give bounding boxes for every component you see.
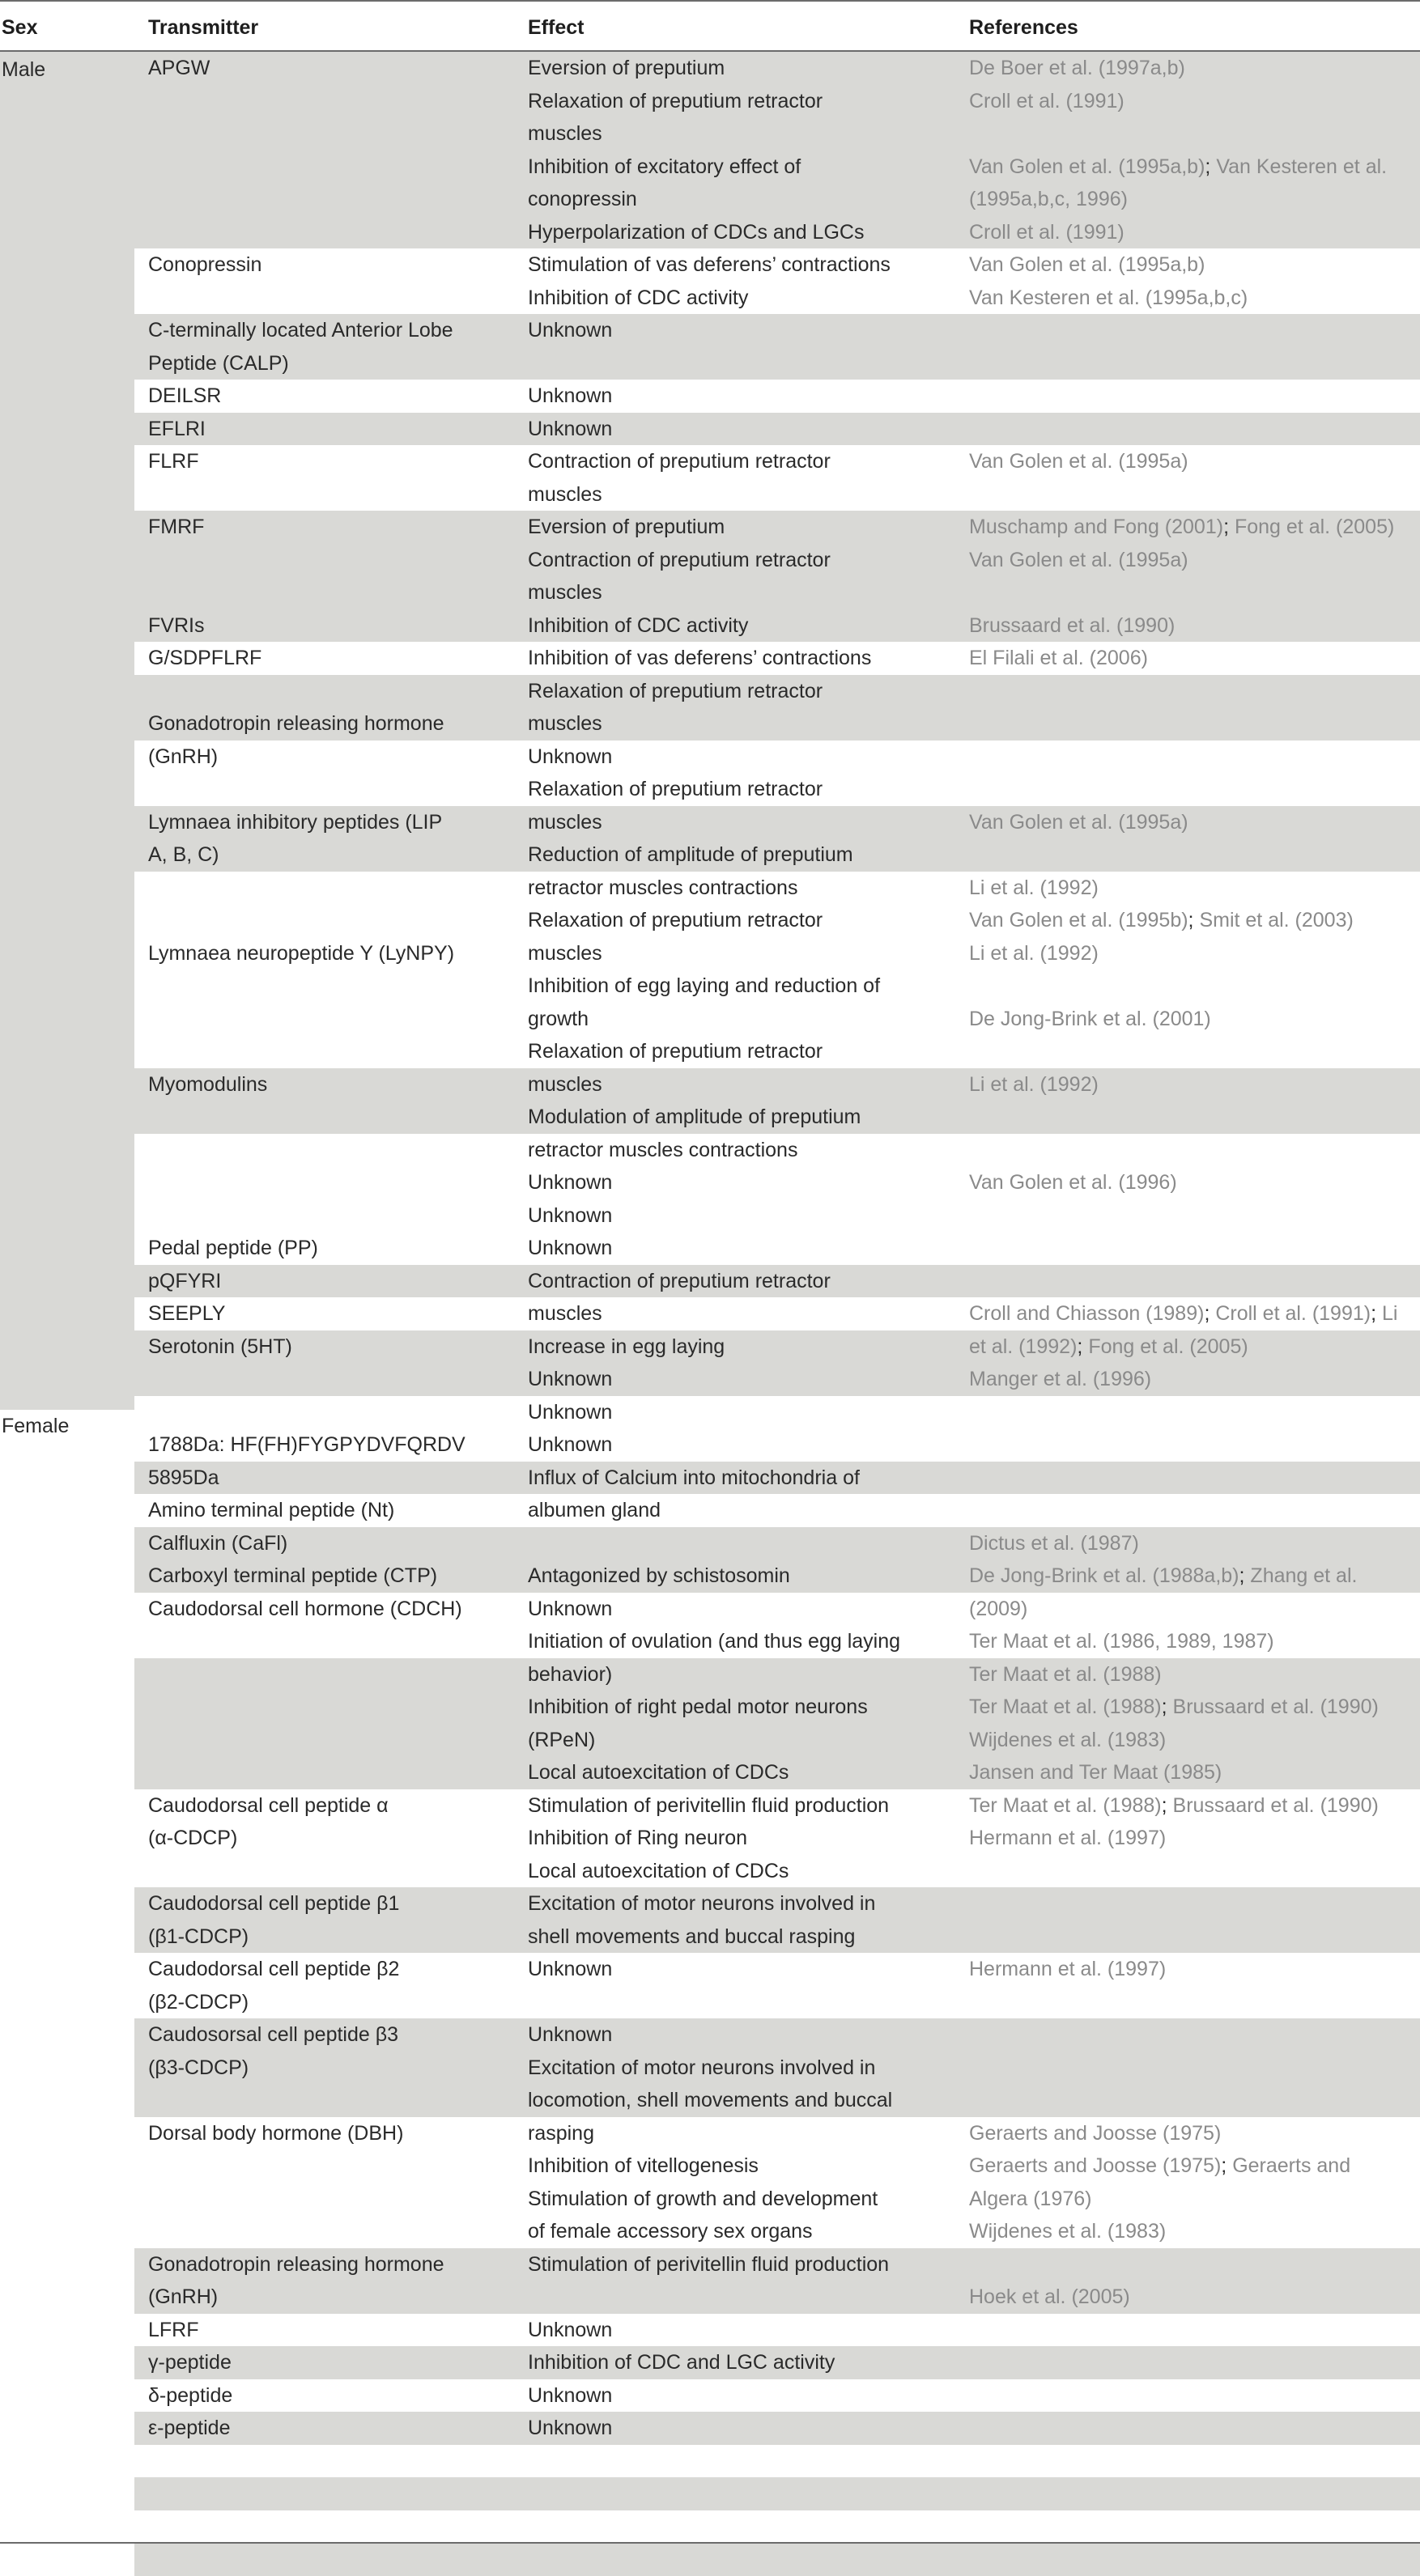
effect-cell: Stimulation of vas deferens’ contractions [528, 253, 891, 276]
transmitter-cell: A, B, C) [148, 843, 219, 866]
reference-citation: Van Kesteren et al. (1995a,b,c) [969, 286, 1248, 309]
reference-cell [969, 1560, 1357, 1592]
reference-citation: Geraerts and [1232, 2154, 1351, 2177]
transmitter-cell: Caudodorsal cell peptide α [148, 1793, 389, 1817]
effect-cell: albumen gland [528, 1499, 661, 1521]
transmitter-cell: Lymnaea inhibitory peptides (LIP [148, 810, 443, 834]
transmitter-cell: Dorsal body hormone (DBH) [148, 2121, 404, 2145]
reference-citation: Van Kesteren et al. [1216, 155, 1388, 178]
reference-citation: De Jong-Brink et al. (1988a,b) [969, 1564, 1239, 1587]
reference-citation: Muschamp and Fong (2001) [969, 516, 1224, 538]
transmitter-cell: Caudodorsal cell peptide β2 [148, 1958, 400, 1980]
effect-cell: Stimulation of perivitellin fluid production [528, 2252, 890, 2276]
transmitter-cell: DEILSR [148, 384, 222, 407]
transmitter-cell: ε-peptide [148, 2417, 231, 2439]
effect-cell: retractor muscles contractions [528, 876, 798, 899]
reference-citation: Hermann et al. (1997) [969, 1827, 1167, 1849]
effect-cell: muscles [528, 1072, 602, 1096]
effect-cell: locomotion, shell movements and buccal [528, 2089, 893, 2111]
effect-cell: Contraction of preputium retractor [528, 450, 831, 473]
effect-cell: Unknown [528, 384, 613, 407]
reference-separator: ; [1239, 1564, 1251, 1587]
reference-citation: Smit et al. (2003) [1199, 909, 1354, 932]
reference-citation: Ter Maat et al. (1986, 1989, 1987) [969, 1630, 1274, 1653]
reference-citation: Brussaard et al. (1990) [1172, 1695, 1379, 1718]
reference-cell [969, 183, 1128, 215]
sex-label-female: Female [2, 1415, 70, 1437]
header-transmitter: Transmitter [148, 16, 259, 39]
effect-cell: Inhibition of vas deferens’ contractions [528, 647, 872, 669]
table-row-band [134, 413, 1420, 446]
transmitter-cell: LFRF [148, 2318, 199, 2341]
effect-cell: Modulation of amplitude of preputium [528, 1106, 861, 1128]
reference-cell [969, 445, 1188, 477]
reference-citation: Van Golen et al. (1995a) [969, 810, 1188, 834]
reference-citation: Ter Maat et al. (1988) [969, 1695, 1162, 1718]
effect-cell: Inhibition of CDC and LGC activity [528, 2351, 835, 2374]
transmitter-cell: Peptide (CALP) [148, 351, 289, 375]
sex-group-male [0, 52, 134, 1410]
reference-cell [969, 1822, 1166, 1854]
effect-cell: Unknown [528, 1958, 613, 1980]
effect-cell: Excitation of motor neurons involved in [528, 2056, 876, 2079]
reference-separator: ; [1221, 2154, 1233, 2177]
reference-citation: Brussaard et al. (1990) [1172, 1793, 1379, 1817]
effect-cell: Inhibition of CDC activity [528, 613, 749, 637]
transmitter-cell: (GnRH) [148, 2285, 219, 2308]
reference-citation: De Jong-Brink et al. (2001) [969, 1007, 1211, 1030]
reference-citation: Van Golen et al. (1996) [969, 1171, 1177, 1194]
effect-cell: Unknown [528, 745, 613, 768]
reference-cell [969, 216, 1125, 248]
effect-cell: Unknown [528, 1203, 613, 1227]
transmitter-cell: Caudosorsal cell peptide β3 [148, 2023, 399, 2046]
reference-cell [969, 544, 1188, 576]
reference-separator: ; [1077, 1335, 1089, 1358]
table-row-band [134, 2477, 1420, 2510]
reference-cell [969, 904, 1354, 936]
transmitter-cell: C-terminally located Anterior Lobe [148, 319, 453, 342]
effect-cell: Relaxation of preputium retractor [528, 778, 823, 800]
reference-citation: Van Golen et al. (1995b) [969, 909, 1188, 932]
transmitter-cell: pQFYRI [148, 1269, 222, 1292]
reference-cell [969, 609, 1175, 642]
reference-cell [969, 1527, 1139, 1560]
effect-cell: Unknown [528, 1400, 613, 1424]
reference-citation: Croll et al. (1991) [969, 89, 1125, 112]
header-effect: Effect [528, 16, 585, 39]
reference-citation: Brussaard et al. (1990) [969, 613, 1176, 637]
reference-separator: ; [1205, 155, 1217, 178]
transmitter-cell: FMRF [148, 516, 205, 538]
transmitter-cell: Amino terminal peptide (Nt) [148, 1499, 395, 1521]
transmitter-cell: Gonadotropin releasing hormone [148, 2252, 444, 2276]
reference-citation: De Boer et al. (1997a,b) [969, 57, 1185, 79]
transmitter-cell: SEEPLY [148, 1302, 226, 1325]
reference-cell [969, 1003, 1211, 1035]
transmitter-cell: Calfluxin (CaFl) [148, 1531, 288, 1555]
transmitter-cell: APGW [148, 57, 210, 79]
effect-cell: Contraction of preputium retractor [528, 1269, 831, 1292]
table-row-band [134, 2314, 1420, 2347]
reference-citation: (2009) [969, 1597, 1028, 1620]
reference-cell [969, 85, 1125, 117]
effect-cell: Local autoexcitation of CDCs [528, 1859, 789, 1882]
table-header [0, 0, 1420, 52]
effect-cell: Relaxation of preputium retractor [528, 1040, 823, 1063]
reference-cell [969, 1625, 1274, 1657]
effect-cell: behavior) [528, 1662, 613, 1686]
effect-cell: Unknown [528, 1433, 613, 1456]
effect-cell: rasping [528, 2121, 594, 2145]
effect-cell: Influx of Calcium into mitochondria of [528, 1466, 860, 1489]
effect-cell: Reduction of amplitude of preputium [528, 843, 853, 866]
effect-cell: Stimulation of perivitellin fluid production [528, 1793, 890, 1817]
transmitter-cell: Caudodorsal cell hormone (CDCH) [148, 1597, 462, 1620]
effect-cell: Increase in egg laying [528, 1335, 725, 1358]
reference-citation: Zhang et al. [1250, 1564, 1358, 1587]
effect-cell: conopressin [528, 188, 637, 210]
effect-cell: muscles [528, 122, 602, 145]
effect-cell: Inhibition of right pedal motor neurons [528, 1695, 868, 1718]
reference-cell [969, 1953, 1166, 1985]
effect-cell: Eversion of preputium [528, 57, 725, 79]
effect-cell: Inhibition of egg laying and reduction of [528, 974, 881, 997]
reference-cell [969, 52, 1185, 84]
sex-label-male: Male [2, 58, 46, 81]
transmitter-cell: 5895Da [148, 1466, 219, 1489]
reference-cell [969, 642, 1148, 674]
reference-citation: Wijdenes et al. (1983) [969, 1728, 1167, 1751]
effect-cell: Unknown [528, 1368, 613, 1390]
reference-cell [969, 2281, 1130, 2313]
reference-separator: ; [1371, 1302, 1382, 1325]
transmitter-cell: (GnRH) [148, 745, 219, 768]
reference-citation: El Filali et al. (2006) [969, 647, 1148, 669]
effect-cell: Unknown [528, 417, 613, 440]
effect-cell: Unknown [528, 2383, 613, 2407]
effect-cell: Unknown [528, 1171, 613, 1194]
reference-citation: Fong et al. (2005) [1088, 1335, 1248, 1358]
transmitter-cell: (α-CDCP) [148, 1827, 238, 1849]
transmitter-cell: Gonadotropin releasing hormone [148, 712, 444, 735]
reference-separator: ; [1161, 1695, 1173, 1718]
effect-cell: muscles [528, 482, 602, 506]
transmitter-cell: FLRF [148, 450, 199, 473]
reference-citation: Manger et al. (1996) [969, 1368, 1152, 1390]
transmitter-cell: (β1-CDCP) [148, 1925, 249, 1948]
transmitter-cell: Myomodulins [148, 1072, 268, 1096]
reference-citation: Van Golen et al. (1995a,b) [969, 253, 1205, 276]
reference-citation: Algera (1976) [969, 2187, 1092, 2210]
effect-cell: muscles [528, 1302, 602, 1325]
reference-citation: Dictus et al. (1987) [969, 1531, 1139, 1555]
effect-cell: shell movements and buccal rasping [528, 1925, 856, 1948]
table-row-band [134, 2543, 1420, 2576]
effect-cell: Antagonized by schistosomin [528, 1564, 790, 1587]
reference-cell [969, 1068, 1099, 1101]
reference-citation: Hoek et al. (2005) [969, 2285, 1130, 2308]
reference-cell [969, 2183, 1091, 2215]
effect-cell: growth [528, 1007, 589, 1030]
table-bottom-rule [0, 2542, 1420, 2544]
reference-citation: Jansen and Ter Maat (1985) [969, 1761, 1222, 1784]
effect-cell: Inhibition of excitatory effect of [528, 155, 801, 178]
reference-cell [969, 2149, 1350, 2182]
effect-cell: Relaxation of preputium retractor [528, 89, 823, 112]
effect-cell: muscles [528, 810, 602, 834]
effect-cell: Eversion of preputium [528, 516, 725, 538]
effect-cell: muscles [528, 581, 602, 604]
effect-cell: muscles [528, 712, 602, 735]
transmitter-cell: 1788Da: HF(FH)FYGPYDVFQRDV [148, 1433, 466, 1456]
transmitter-cell: (β3-CDCP) [148, 2056, 249, 2079]
transmitter-cell: Caudodorsal cell peptide β1 [148, 1892, 400, 1915]
transmitter-cell: Carboxyl terminal peptide (CTP) [148, 1564, 438, 1587]
transmitter-cell: Lymnaea neuropeptide Y (LyNPY) [148, 941, 455, 965]
reference-citation: Van Golen et al. (1995a,b) [969, 155, 1205, 178]
reference-cell [969, 1658, 1162, 1691]
transmitter-cell: (β2-CDCP) [148, 1990, 249, 2014]
effect-cell: Hyperpolarization of CDCs and LGCs [528, 220, 865, 244]
header-references: References [969, 16, 1078, 39]
effect-cell: muscles [528, 941, 602, 965]
effect-cell: Inhibition of vitellogenesis [528, 2154, 759, 2177]
reference-citation: Geraerts and Joosse (1975) [969, 2121, 1222, 2145]
effect-cell: Unknown [528, 2417, 613, 2439]
effect-cell: Contraction of preputium retractor [528, 548, 831, 571]
reference-citation: Geraerts and Joosse (1975) [969, 2154, 1222, 2177]
reference-citation: Li et al. (1992) [969, 1072, 1099, 1096]
effect-cell: Initiation of ovulation (and thus egg laying [528, 1630, 901, 1653]
reference-cell [969, 1724, 1166, 1756]
transmitter-cell: δ-peptide [148, 2383, 233, 2407]
transmitter-cell: EFLRI [148, 417, 206, 440]
reference-separator: ; [1204, 1302, 1216, 1325]
reference-cell [969, 511, 1394, 543]
transmitter-cell: Pedal peptide (PP) [148, 1237, 318, 1259]
header-sex: Sex [2, 16, 38, 39]
reference-citation: Croll et al. (1991) [1215, 1302, 1371, 1325]
transmitter-cell: G/SDPFLRF [148, 647, 262, 669]
effect-cell: Relaxation of preputium retractor [528, 909, 823, 932]
transmitter-cell: Serotonin (5HT) [148, 1335, 292, 1358]
reference-citation: Van Golen et al. (1995a) [969, 450, 1188, 473]
reference-citation: Hermann et al. (1997) [969, 1958, 1167, 1980]
reference-cell [969, 2117, 1221, 2149]
reference-cell [969, 1691, 1379, 1723]
effect-cell: Unknown [528, 1597, 613, 1620]
reference-citation: Fong et al. (2005) [1234, 516, 1395, 538]
reference-citation: (1995a,b,c, 1996) [969, 188, 1128, 210]
reference-cell [969, 2215, 1166, 2247]
effect-cell: Excitation of motor neurons involved in [528, 1892, 876, 1915]
effect-cell: Unknown [528, 2318, 613, 2341]
reference-cell [969, 1297, 1397, 1330]
effect-cell: Stimulation of growth and development [528, 2187, 878, 2210]
reference-citation: Li et al. (1992) [969, 876, 1099, 899]
reference-citation: Ter Maat et al. (1988) [969, 1793, 1162, 1817]
table-row-band [134, 380, 1420, 413]
reference-cell [969, 151, 1387, 183]
reference-cell [969, 1363, 1151, 1395]
effect-cell: Inhibition of CDC activity [528, 286, 749, 309]
effect-cell: (RPeN) [528, 1728, 596, 1751]
reference-cell [969, 1330, 1248, 1363]
reference-separator: ; [1161, 1793, 1173, 1817]
reference-citation: Croll and Chiasson (1989) [969, 1302, 1205, 1325]
reference-separator: ; [1188, 909, 1200, 932]
effect-cell: Unknown [528, 2023, 613, 2046]
reference-cell [969, 248, 1205, 281]
transmitter-cell: Conopressin [148, 253, 262, 276]
reference-cell [969, 1789, 1379, 1822]
effect-cell: retractor muscles contractions [528, 1138, 798, 1161]
effect-cell: Inhibition of Ring neuron [528, 1827, 748, 1849]
effect-cell: Unknown [528, 319, 613, 342]
effect-cell: of female accessory sex organs [528, 2220, 813, 2243]
reference-cell [969, 872, 1099, 904]
transmitter-cell: FVRIs [148, 613, 205, 637]
table-row-band [134, 2412, 1420, 2445]
table-row-band [134, 2379, 1420, 2413]
reference-citation: Ter Maat et al. (1988) [969, 1662, 1162, 1686]
reference-cell [969, 1593, 1027, 1625]
reference-separator: ; [1223, 516, 1235, 538]
reference-citation: et al. (1992) [969, 1335, 1078, 1358]
reference-citation: Li [1382, 1302, 1398, 1325]
reference-cell [969, 1166, 1177, 1199]
reference-citation: Wijdenes et al. (1983) [969, 2220, 1167, 2243]
effect-cell: Unknown [528, 1237, 613, 1259]
transmitter-cell: γ-peptide [148, 2351, 232, 2374]
reference-cell [969, 937, 1099, 970]
reference-citation: Croll et al. (1991) [969, 220, 1125, 244]
effect-cell: Relaxation of preputium retractor [528, 679, 823, 702]
reference-cell [969, 1756, 1222, 1789]
reference-citation: Li et al. (1992) [969, 941, 1099, 965]
reference-citation: Van Golen et al. (1995a) [969, 548, 1188, 571]
reference-cell [969, 282, 1248, 314]
reference-cell [969, 806, 1188, 838]
effect-cell: Local autoexcitation of CDCs [528, 1761, 789, 1784]
table-row-band [134, 2510, 1420, 2544]
table-row-band [134, 2445, 1420, 2478]
